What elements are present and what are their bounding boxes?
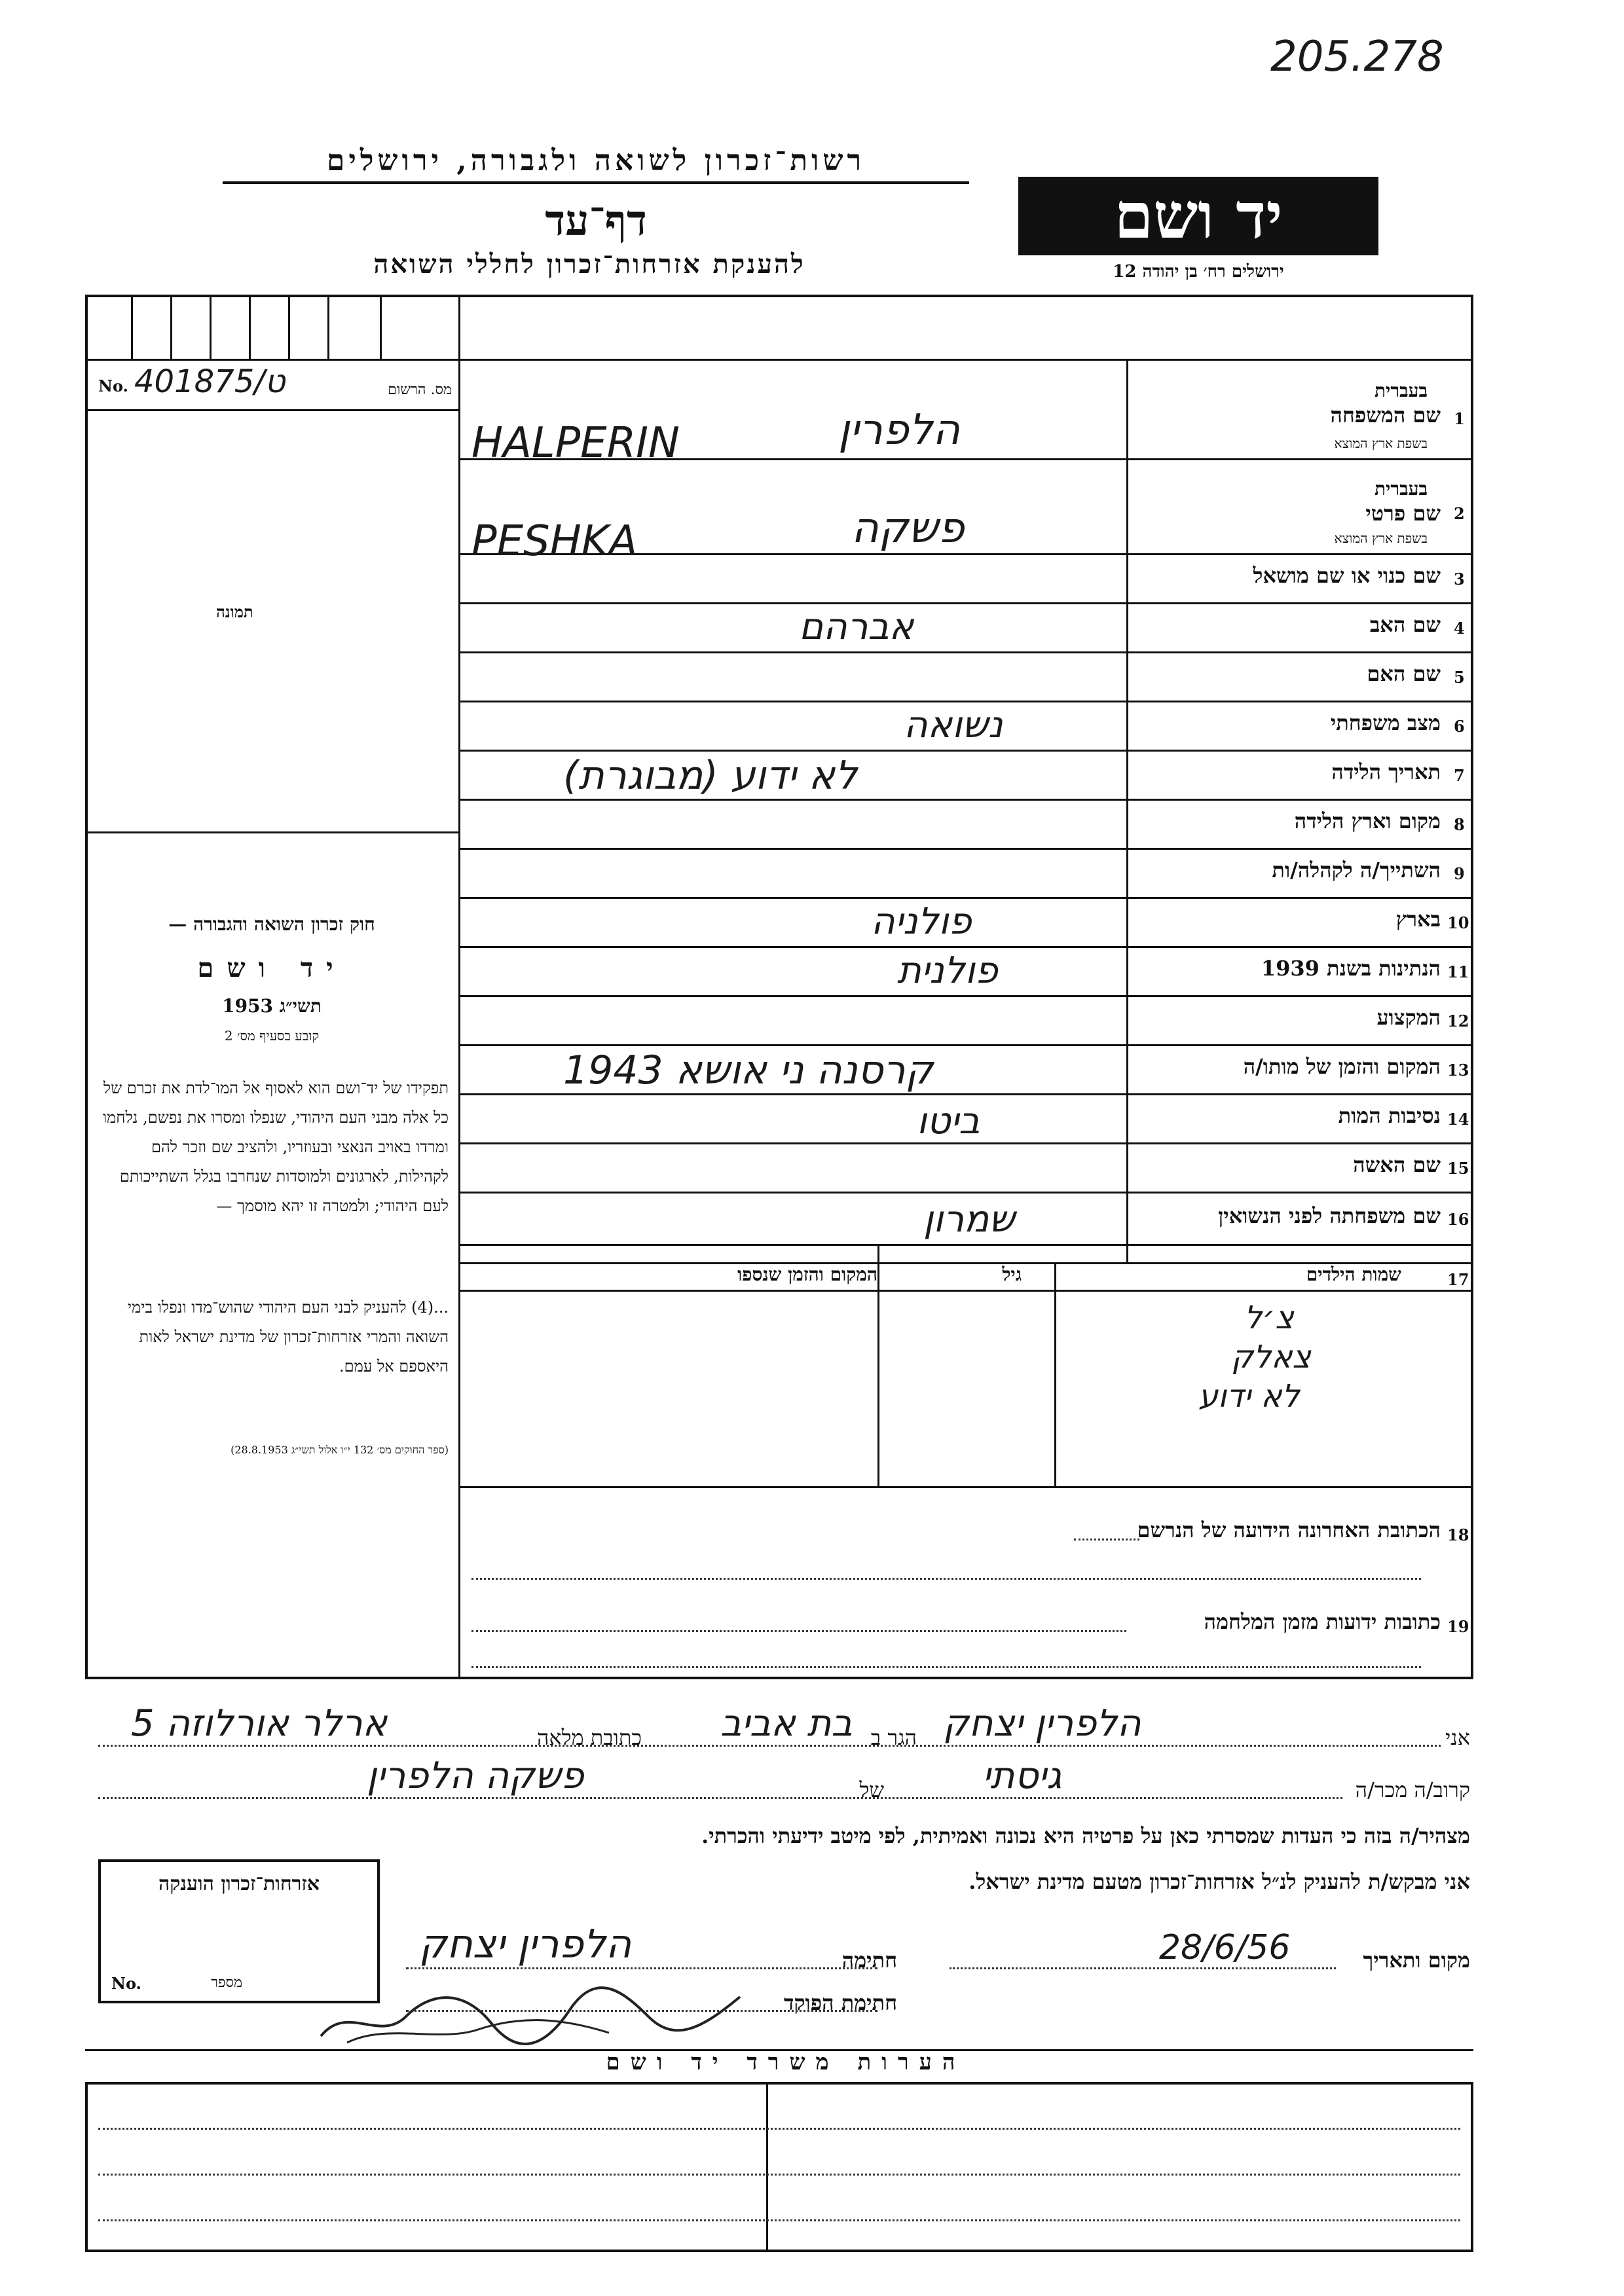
field-14-number: 14 [1447, 1110, 1469, 1129]
law-body: תפקידו של יד־ושם הוא לאסוף אל המו־לדת את זכרם של כל אלה מבני העם היהודי, שנפלו ומסרו את נפשם, נלחמו ומרדו באויב הנאצי ובעוזריו, ולהציב שם וזכר להם לקהילות, לארגונים ולמוסדות שנחרבו בגלל השתייכותם לעם היהודי; ולמטרה זו יהא מוסמך — [102, 1079, 449, 1215]
declaration-resides-label: הגר ב [870, 1725, 917, 1750]
declarant-city: בת אביב [720, 1702, 853, 1745]
full-address-label: כתובת מלאה [537, 1725, 642, 1750]
surname-latin-value: HALPERIN [471, 419, 680, 467]
officer-signature-label: חתימת הפוקד [784, 1990, 897, 2015]
place-date-label: מקום ותאריך [1363, 1948, 1470, 1973]
form-frame [85, 295, 1473, 1679]
field-11-number: 11 [1447, 962, 1469, 981]
law-year: תשי״ג 1953 [222, 995, 322, 1017]
field-12-number: 12 [1447, 1011, 1469, 1030]
field-5-number: 5 [1454, 668, 1465, 687]
field-4-label: שם האב [1369, 612, 1441, 637]
field-18-number: 18 [1447, 1525, 1469, 1544]
maiden-name-value: שמרון [923, 1198, 1015, 1241]
law-name: יד ושם [197, 953, 346, 983]
children-col-names: שמות הילדים [1306, 1264, 1401, 1285]
child-3-name: לא ידוע [1198, 1378, 1300, 1415]
law-footnote: (ספר החוקים מס׳ 132 י״ו אלול תשי״ג 28.8.1953) [231, 1444, 449, 1456]
death-place-date-value: קרסנה ני אושא 1943 [563, 1048, 934, 1093]
form-title: דף־עד [545, 196, 647, 246]
child-2-name: צאלק [1231, 1339, 1311, 1376]
yad-vashem-logo: יד ושם [1018, 177, 1378, 255]
field-14-label: נסיבות המות [1338, 1103, 1441, 1128]
father-name-value: אברהם [799, 606, 914, 648]
field-2-sub-origin: בשפת ארץ המוצא [1334, 530, 1428, 546]
declarant-signature: הלפרין יצחק [419, 1922, 632, 1967]
field-9-label: השתייך/ה לקהלה/ות [1272, 858, 1441, 883]
office-notes-box [85, 2082, 1473, 2252]
children-col-place: המקום והזמן שנספו [737, 1264, 877, 1285]
stamp-no-label: No. [111, 1974, 141, 1993]
child-1-name: צ׳ל [1244, 1300, 1294, 1336]
field-12-label: המקצוע [1376, 1005, 1441, 1030]
declaration-statement-2: אני מבקש/ת להעניק לנ״ל אזרחות־זכרון מטעם מדינת ישראל. [969, 1869, 1470, 1894]
field-2-sub-hebrew: בעברית [1374, 478, 1428, 500]
stamp-title: אזרחות־זכרון הוענקה [158, 1872, 320, 1895]
photo-label: תמונה [216, 602, 253, 621]
field-9-number: 9 [1454, 864, 1465, 883]
field-8-label: מקום וארץ הלידה [1294, 809, 1441, 833]
authority-name: רשות־זכרון לשואה ולגבורה, ירושלים [223, 144, 969, 184]
field-10-label: בארץ [1395, 907, 1441, 932]
field-7-label: תאריך הלידה [1331, 759, 1441, 784]
field-11-label: הנתינות בשנת 1939 [1261, 956, 1441, 981]
signature-label: חתימה [841, 1948, 897, 1973]
field-8-number: 8 [1454, 815, 1465, 834]
field-16-number: 16 [1447, 1210, 1469, 1229]
registration-number: 401875/ט [134, 363, 286, 400]
law-body-2: ...(4) להעניק לבני העם היהודי שהוש־מדו ונפלו בימי השואה והמרי אזרחות־זכרון של מדינת ישראל לאות היאספם אל עמם. [127, 1298, 449, 1376]
wartime-addresses-label: כתובות ידועות מזמן המלחמה [1204, 1609, 1441, 1634]
first-name-latin-value: PESHKA [471, 517, 638, 566]
field-1-sub-origin: בשפת ארץ המוצא [1334, 435, 1428, 451]
of-label: של [859, 1777, 884, 1802]
reference-number: 205.278 [1270, 33, 1444, 81]
form-subtitle: להענקת אזרחות־זכרון לחללי השואה [373, 249, 805, 280]
death-circumstances-value: ביטו [917, 1100, 980, 1142]
country-value: פולניה [871, 900, 972, 943]
children-col-age: גיל [1002, 1264, 1022, 1285]
relation-value: גיסתי [982, 1755, 1062, 1797]
first-name-hebrew-value: פשקה [851, 504, 965, 553]
field-19-number: 19 [1447, 1617, 1469, 1636]
field-15-number: 15 [1447, 1159, 1469, 1178]
declaration-ani: אני [1445, 1725, 1470, 1750]
field-1-sub-hebrew: בעברית [1374, 380, 1428, 401]
field-6-label: מצב משפחתי [1330, 710, 1441, 735]
last-address-label: הכתובת האחרונה הידועה של הנרשם [1137, 1518, 1441, 1542]
surname-hebrew-value: הלפרין [838, 406, 961, 454]
victim-name-declared: פשקה הלפרין [367, 1755, 584, 1797]
field-1-label: שם המשפחה [1330, 403, 1441, 428]
field-1-number: 1 [1454, 409, 1465, 428]
field-2-label: שם פרטי [1365, 501, 1441, 526]
citizenship-value: פולנית [897, 949, 998, 992]
field-3-label: שם כנוי או שם מושאל [1253, 563, 1441, 588]
registration-no-label: No. [98, 376, 128, 395]
declarant-address: ארלר אורלוזה 5 [131, 1702, 388, 1745]
relation-label: קרוב/ה מכר/ה [1355, 1777, 1470, 1802]
law-title: חוק זכרון השואה והגבורה — [168, 913, 375, 935]
registration-label: מס. הרשום [388, 382, 452, 398]
birth-date-value: לא ידוע (מבוגרת) [563, 753, 858, 799]
field-13-label: המקום והזמן של מותו/ה [1243, 1054, 1441, 1079]
field-2-number: 2 [1454, 504, 1465, 523]
declaration-statement-1: מצהיר/ה בזה כי העדות שמסרתי כאן על פרטיה היא נכונה ואמיתית, לפי מיטב ידיעתי והכרתי. [701, 1823, 1470, 1848]
field-4-number: 4 [1454, 619, 1465, 638]
stamp-number-label: מספר [211, 1975, 242, 1991]
declaration-date: 28/6/56 [1159, 1928, 1291, 1967]
field-3-number: 3 [1454, 570, 1465, 589]
field-13-number: 13 [1447, 1061, 1469, 1080]
field-17-number: 17 [1447, 1270, 1469, 1289]
header-address: ירושלים רח׳ בן יהודה 12 [1113, 262, 1284, 282]
office-notes-title: הערות משרד יד ושם [606, 2049, 966, 2075]
field-6-number: 6 [1454, 717, 1465, 736]
law-clause: קובע בסעיף מס׳ 2 [224, 1028, 320, 1044]
field-16-label: שם משפחתה לפני הנשואין [1218, 1203, 1441, 1228]
field-15-label: שם האשה [1353, 1152, 1441, 1177]
field-5-label: שם האם [1367, 661, 1441, 686]
field-10-number: 10 [1447, 913, 1469, 932]
marital-status-value: נשואה [904, 704, 1003, 746]
field-7-number: 7 [1454, 766, 1465, 785]
declarant-name: הלפרין יצחק [943, 1702, 1141, 1745]
